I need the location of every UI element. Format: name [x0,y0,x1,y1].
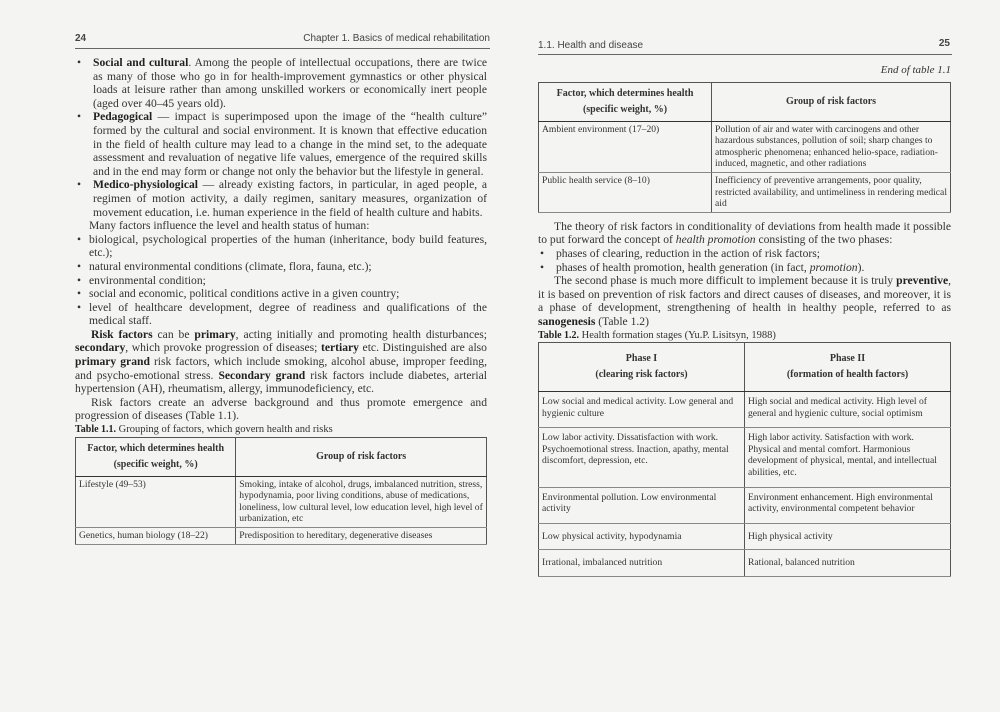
right-body [538,64,951,577]
page-number: 24 [75,33,87,44]
table-cell: Genetics, human biology (18–22) [76,528,236,545]
table-cell: Environment enhancement. High environmental activity, environmental competent behavior [745,487,951,523]
table-caption: Table 1.2. Health formation stages (Yu.P. Lisitsyn, 1988) [538,329,776,341]
table-cell: Pollution of air and water with carcinogens and other hazardous substances, pollution of soil; sharp changes to atmospheric phenomena; enhanced helio-space, radiation-induced, magnetic, and other radiations [712,121,951,172]
table-cell: Inefficiency of preventive arrangements, poor quality, restricted availability, and untimeliness in rendering medical aid [712,172,951,212]
table-cell: Public health service (8–10) [539,172,712,212]
left-body [75,56,487,545]
header-rule [75,48,490,49]
table-cell: High labor activity. Satisfaction with work. Physical and mental comfort. Harmonious development of physical, mental, and intellectual abilities, etc. [745,428,951,487]
table-row [539,523,951,550]
table-header: Group of risk factors [236,437,487,476]
factor-item: • biological, psychological properties of the human (inheritance, body build features, etc.); [77,232,487,260]
bullet-pedagogical: • Pedagogical — impact is superimposed upon the image of the “health culture” formed by the cultural and social environment. It is known that effective education in the field of health culture may lead to a change in the mind set, to the adequate assessment and revaluation of negative life values, emergence of the required skills and in the end may form or change not only the behavior but the lifestyle in general. [77,110,487,178]
factor-item: • social and economic, political conditions active in a given country; [77,287,400,301]
table-cell: Low labor activity. Dissatisfaction with work. Psychoemotional stress. Inaction, apathy, mental discomfort, depression, etc. [539,428,745,487]
factor-item: • level of healthcare development, degree of readiness and qualifications of the medical staff. [77,300,487,328]
table-header: Group of risk factors [712,82,951,121]
table-row [539,172,951,212]
table-cell: Smoking, intake of alcohol, drugs, imbalanced nutrition, stress, hypodynamia, poor living conditions, abuse of medications, loneliness, low cultural level, low education level, high level of urbanization, etc [236,476,487,527]
risk-factors-paragraph: Risk factors can be primary, acting initially and promoting health disturbances; secondary, which provoke progression of diseases; tertiary etc. Distinguished are also primary grand risk factors, which include smoking, alcohol abuse, improper feeding, and psycho-emotional stress. Secondary grand risk factors include diabetes, arterial hypertension (AH), rheumatism, allergy, immunodeficiency, etc. [75,327,488,396]
table-cell: Irrational, imbalanced nutrition [539,550,745,577]
table-cell: Lifestyle (49–53) [76,476,236,527]
adverse-paragraph: Risk factors create an adverse background and thus promote emergence and progression of diseases (Table 1.1). [75,395,487,423]
table-1-1 [75,437,487,545]
table-row [76,476,487,527]
phase-bullet: • phases of health promotion, health generation (in fact, promotion). [540,260,865,274]
table-row [76,528,487,545]
table-row [539,121,951,172]
table-cell: Rational, balanced nutrition [745,550,951,577]
table-header: Phase II (formation of health factors) [745,343,951,392]
bullet-social: • Social and cultural. Among the people of intellectual occupations, there are twice as many of those who go in for health-improvement gymnastics or other physical loads at leisure rather than among unskilled workers or economically inert people (aged over 40–45 years old). [77,56,487,110]
table-row [539,550,951,577]
factor-item: • environmental condition; [77,273,206,287]
end-of-table-note: End of table 1.1 [880,64,951,76]
table-1-1-continued [538,82,951,213]
table-header: Factor, which determines health (specific weight, %) [539,82,712,121]
table-cell: Low social and medical activity. Low general and hygienic culture [539,392,745,428]
table-header: Phase I (clearing risk factors) [539,343,745,392]
table-cell: High physical activity [745,523,951,550]
many-factors: Many factors influence the level and health status of human: [89,219,370,233]
header-rule [538,54,952,55]
table-row [539,392,951,428]
table-caption: Table 1.1. Grouping of factors, which govern health and risks [75,424,333,436]
running-head: Chapter 1. Basics of medical rehabilitation [303,33,490,44]
bullet-medico: • Medico-physiological — already existing factors, in particular, in aged people, a regimen of motion activity, a daily regimen, sanitary measures, organization of movement education, i.e. human experience in the field of health culture and habits. [77,178,487,219]
factor-item: • natural environmental conditions (climate, flora, fauna, etc.); [77,259,372,273]
table-header: Factor, which determines health (specific weight, %) [76,437,236,476]
page-number: 25 [938,38,950,49]
table-cell: Predisposition to hereditary, degenerative diseases [236,528,487,545]
table-cell: High social and medical activity. High level of general and hygienic culture, social optimism [745,392,951,428]
phase-bullet: • phases of clearing, reduction in the action of risk factors; [540,246,820,260]
second-phase-paragraph: The second phase is much more difficult to implement because it is truly preventive, it is based on prevention of risk factors and direct causes of diseases, and moreover, it is a phase of development, strengthening of health in healthy people, referred to as sanogenesis (Table 1.2) [538,274,951,328]
table-cell: Ambient environment (17–20) [539,121,712,172]
table-1-2 [538,342,951,577]
right-page [500,0,1000,712]
running-head: 1.1. Health and disease [538,40,644,51]
table-row [539,487,951,523]
theory-paragraph: The theory of risk factors in conditionality of deviations from health made it possible to put forward the concept of health promotion consisting of the two phases: [538,219,951,247]
table-cell: Environmental pollution. Low environmental activity [539,487,745,523]
table-row [539,428,951,487]
table-cell: Low physical activity, hypodynamia [539,523,745,550]
